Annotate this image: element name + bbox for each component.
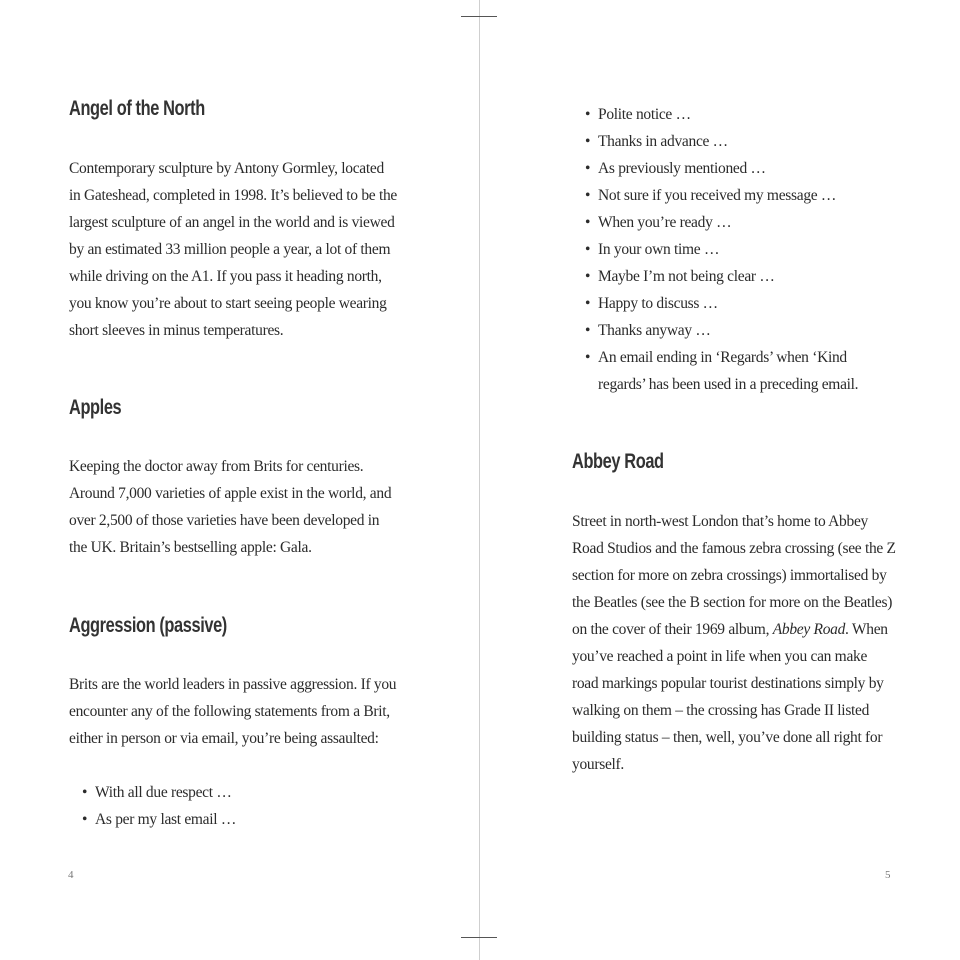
body-line: short sleeves in minus temperatures. (69, 322, 284, 339)
body-line: Street in north-west London that’s home to Abbey (572, 513, 868, 530)
list-item: • When you’re ready … (585, 209, 858, 236)
entry-body-angel-of-the-north (69, 155, 397, 344)
body-line: over 2,500 of those varieties have been developed in (69, 512, 380, 529)
list-item: • In your own time … (585, 236, 858, 263)
body-line: building status – then, well, you’ve done all right for (572, 729, 883, 746)
list-item-line: • An email ending in ‘Regards’ when ‘Kind (598, 349, 847, 366)
body-line: encounter any of the following statements from a Brit, (69, 703, 390, 720)
body-text: on the cover of their 1969 album, (572, 621, 773, 638)
list-item: • Happy to discuss … (585, 290, 858, 317)
entry-title-aggression-passive: Aggression (passive) (69, 614, 227, 637)
list-item: • As per my last email … (82, 806, 236, 833)
body-line: yourself. (572, 756, 624, 773)
body-line: section for more on zebra crossings) immortalised by (572, 567, 887, 584)
body-line (572, 616, 896, 643)
entry-body-apples (69, 453, 391, 561)
body-line: Keeping the doctor away from Brits for centuries. (69, 458, 364, 475)
page-number: 4 (68, 869, 74, 881)
body-line: you know you’re about to start seeing people wearing (69, 295, 387, 312)
entry-title-angel-of-the-north: Angel of the North (69, 97, 205, 120)
list-item: • Thanks anyway … (585, 317, 858, 344)
entry-body-abbey-road (572, 508, 896, 778)
body-line: the Beatles (see the B section for more on the Beatles) (572, 594, 893, 611)
body-line: Around 7,000 varieties of apple exist in the world, and (69, 485, 392, 502)
list-item: • Maybe I’m not being clear … (585, 263, 858, 290)
list-item: • Thanks in advance … (585, 128, 858, 155)
entry-title-apples: Apples (69, 396, 122, 419)
body-line: Brits are the world leaders in passive aggression. If you (69, 676, 397, 693)
left-page (0, 0, 479, 960)
body-line: either in person or via email, you’re being assaulted: (69, 730, 379, 747)
list-item: • As previously mentioned … (585, 155, 858, 182)
list-item: • Not sure if you received my message … (585, 182, 858, 209)
body-line: road markings popular tourist destinations simply by (572, 675, 884, 692)
list-item-line: regards’ has been used in a preceding email. (598, 376, 859, 393)
album-title: Abbey Road (772, 621, 846, 638)
body-line: largest sculpture of an angel in the world and is viewed (69, 214, 395, 231)
right-page (480, 0, 960, 960)
entry-body-aggression-passive (69, 671, 396, 752)
list-item (585, 344, 858, 398)
list-item: • Polite notice … (585, 101, 858, 128)
body-line: Road Studios and the famous zebra crossing (see the Z (572, 540, 896, 557)
body-line: you’ve reached a point in life when you can make (572, 648, 868, 665)
body-line: by an estimated 33 million people a year, a lot of them (69, 241, 391, 258)
entry-title-abbey-road: Abbey Road (572, 450, 664, 473)
passive-aggression-list (82, 779, 236, 833)
body-line: while driving on the A1. If you pass it heading north, (69, 268, 382, 285)
body-text: . When (845, 621, 888, 638)
body-line: the UK. Britain’s bestselling apple: Gala. (69, 539, 312, 556)
body-line: in Gateshead, completed in 1998. It’s believed to be the (69, 187, 397, 204)
page-number: 5 (885, 869, 891, 881)
passive-aggression-list-continued (585, 101, 858, 398)
list-item: • With all due respect … (82, 779, 236, 806)
body-line: Contemporary sculpture by Antony Gormley, located (69, 160, 384, 177)
body-line: walking on them – the crossing has Grade II listed (572, 702, 870, 719)
